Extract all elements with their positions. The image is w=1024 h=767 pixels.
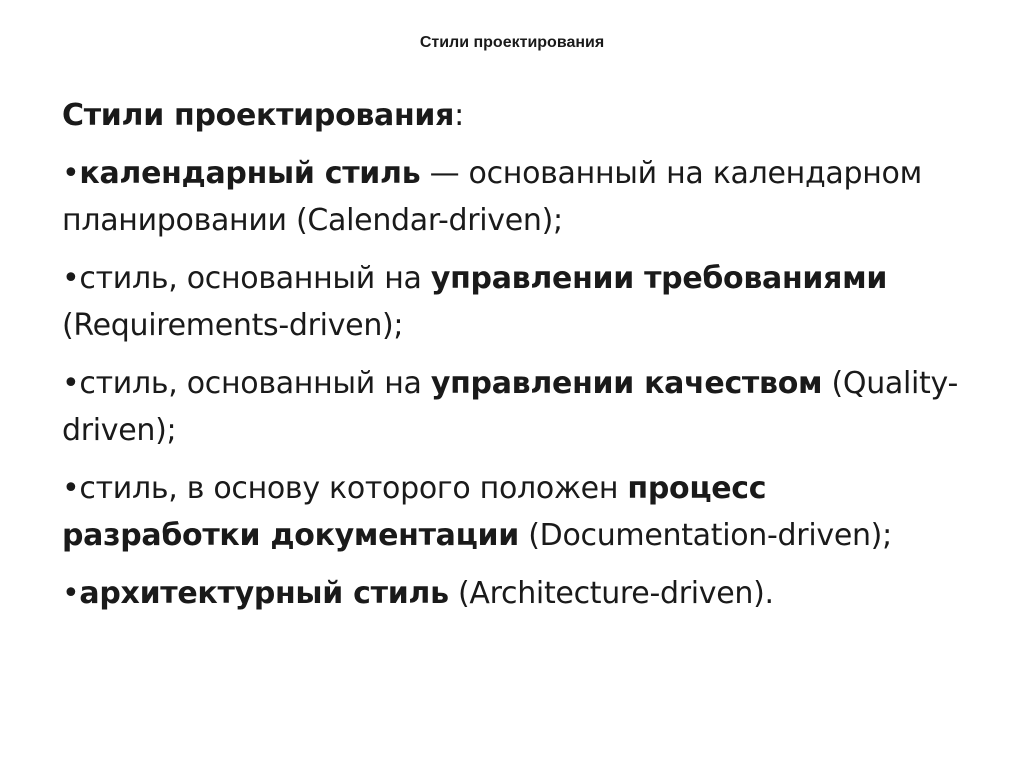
bullet: • <box>62 261 80 296</box>
item-lead: стиль, основанный на <box>79 261 431 296</box>
item-rest: (Quality-driven); <box>62 366 958 448</box>
list-item <box>62 465 962 559</box>
item-bold: архитектурный стиль <box>79 576 449 611</box>
item-bold: процесс разработки документации <box>62 471 767 553</box>
list-item <box>62 255 962 349</box>
bullet: • <box>62 576 80 611</box>
item-rest: (Requirements-driven); <box>62 308 404 343</box>
bullet: • <box>62 156 80 191</box>
list-item <box>62 360 962 454</box>
content-heading-suffix: : <box>454 98 464 133</box>
bullet: • <box>62 366 80 401</box>
item-lead: стиль, в основу которого положен <box>79 471 628 506</box>
item-rest: — основанный на календарном планировании (Calendar-driven); <box>62 156 922 238</box>
slide-content <box>62 92 962 628</box>
item-rest: (Architecture-driven). <box>448 576 774 611</box>
item-bold: календарный стиль <box>79 156 421 191</box>
bullet: • <box>62 471 80 506</box>
content-heading <box>62 92 962 139</box>
item-bold: управлении качеством <box>430 366 823 401</box>
slide-title: Стили проектирования <box>419 34 605 51</box>
item-rest: (Documentation-driven); <box>519 518 892 553</box>
content-heading-bold: Стили проектирования <box>62 98 455 133</box>
list-item <box>62 570 962 617</box>
list-item <box>62 150 962 244</box>
item-lead: стиль, основанный на <box>79 366 431 401</box>
item-bold: управлении требованиями <box>430 261 888 296</box>
